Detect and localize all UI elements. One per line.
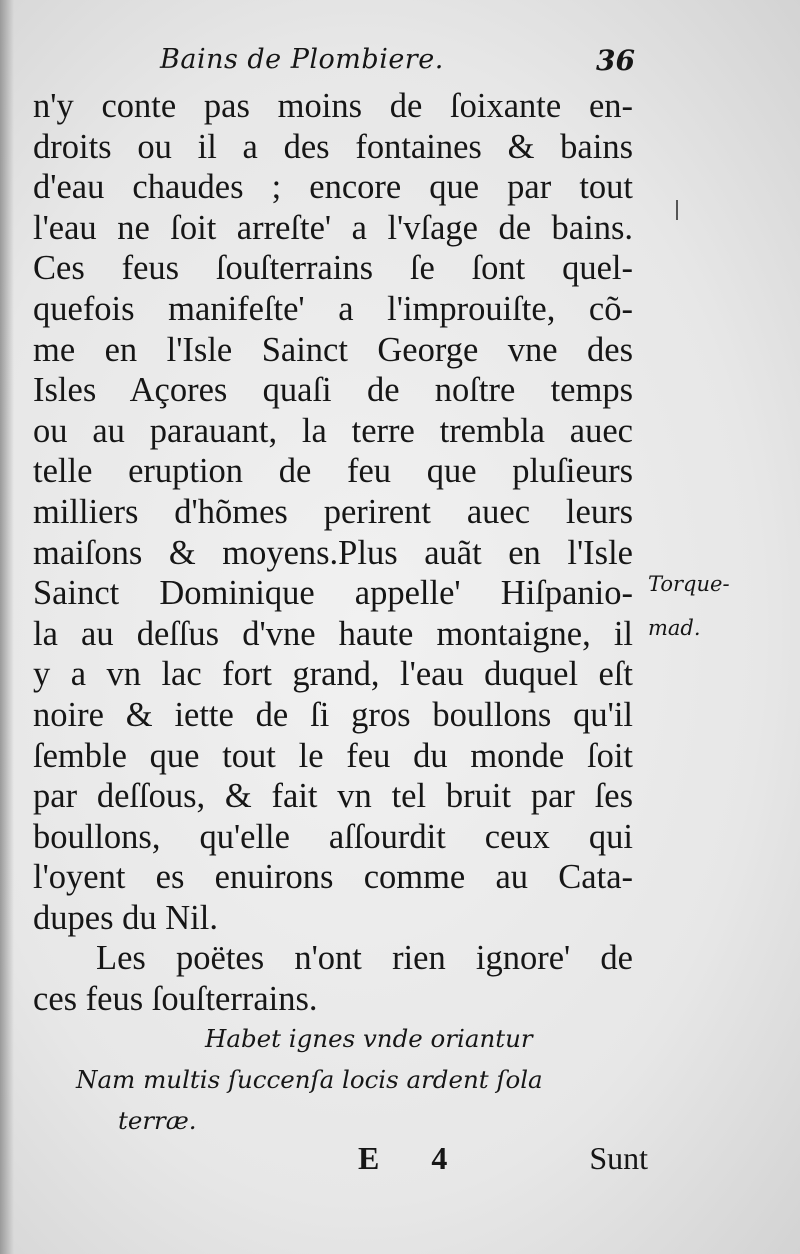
marginal-note-line: Torque- xyxy=(648,572,730,596)
text-line: noire & iette de ſi gros boullons qu'il xyxy=(33,695,633,734)
text-line: Isles Açores quaſi de noſtre temps xyxy=(33,371,633,410)
text-line: l'eau ne ſoit arreſte' a l'vſage de bains. xyxy=(33,208,633,247)
text-line: ces feus ſouſterrains. xyxy=(33,980,318,1019)
text-line: telle eruption de feu que pluſieurs xyxy=(33,452,633,491)
text-line: par deſſous, & fait vn tel bruit par ſes xyxy=(33,777,633,816)
text-line: n'y conte pas moins de ſoixante en- xyxy=(33,87,633,125)
text-line: boullons, qu'elle aſſourdit ceux qui xyxy=(33,817,633,856)
text-line: dupes du Nil. xyxy=(33,898,218,937)
text-line: maiſons & moyens.Plus auãt en l'Isle xyxy=(33,533,633,572)
signature-mark: E 4 xyxy=(358,1140,470,1176)
text-line: d'eau chaudes ; encore que par tout xyxy=(33,168,633,207)
marginal-note xyxy=(648,562,778,650)
text-line: Ces feus ſouſterrains ſe ſont quel- xyxy=(33,249,633,288)
text-line: quefois manifeſte' a l'improuiſte, cõ- xyxy=(33,289,633,328)
marginal-note-line: mad. xyxy=(648,616,701,640)
text-line: ou au parauant, la terre trembla auec xyxy=(33,411,633,450)
text-line: me en l'Isle Sainct George vne des xyxy=(33,330,633,369)
verse-line: Nam multis ſuccenſa locis ardent ſola xyxy=(76,1065,543,1094)
page-number: 36 xyxy=(596,44,635,77)
text-line: milliers d'hõmes perirent auec leurs xyxy=(33,492,633,531)
text-line: Sainct Dominique appelle' Hiſpanio- xyxy=(33,574,633,613)
text-line: y a vn lac fort grand, l'eau duquel eſt xyxy=(33,655,633,694)
running-title: Bains de Plombiere. xyxy=(160,44,444,75)
text-line: l'oyent es enuirons comme au Cata- xyxy=(33,858,633,897)
ink-mark xyxy=(676,200,678,220)
verse-line: terræ. xyxy=(118,1106,197,1135)
body-text xyxy=(33,86,633,1020)
latin-verse xyxy=(76,1018,646,1141)
text-line: droits ou il a des fontaines & bains xyxy=(33,127,633,166)
page-header xyxy=(160,44,635,88)
text-line: la au deſſus d'vne haute montaigne, il xyxy=(33,614,633,653)
verse-line: Habet ignes vnde oriantur xyxy=(205,1024,533,1053)
text-line: ſemble que tout le feu du monde ſoit xyxy=(33,736,633,775)
page-footer xyxy=(358,1140,648,1184)
catchword: Sunt xyxy=(589,1140,648,1176)
text-line: Les poëtes n'ont rien ignore' de xyxy=(96,939,633,978)
